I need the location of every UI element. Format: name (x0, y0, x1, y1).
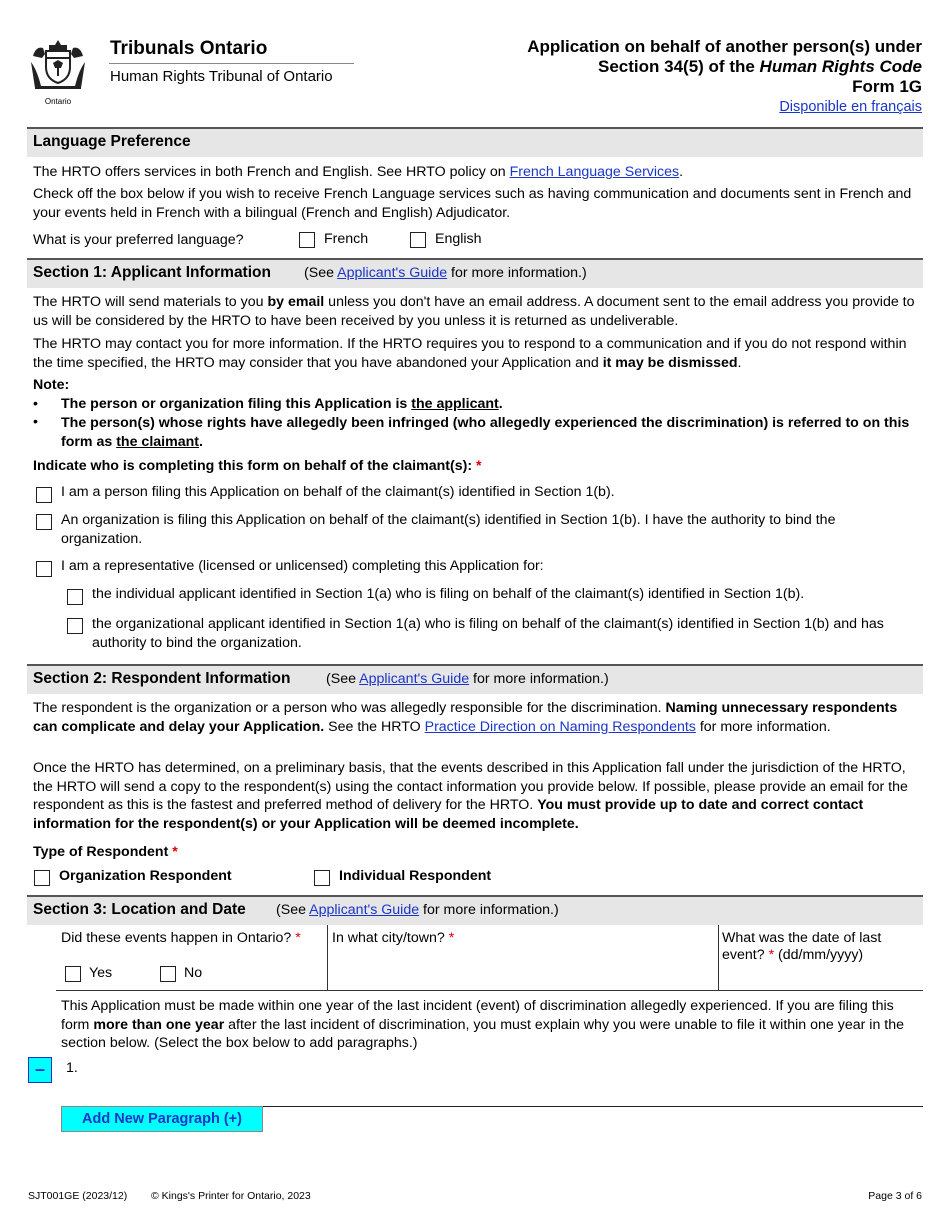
ontario-yes-checkbox[interactable] (65, 966, 81, 982)
paragraph-text-area[interactable] (84, 1056, 918, 1104)
language-section-title: Language Preference (33, 133, 191, 150)
naming-respondents-link[interactable]: Practice Direction on Naming Respondents (424, 718, 696, 735)
section1-title: Section 1: Applicant Information (33, 264, 271, 281)
footer-copyright: © Kings's Printer for Ontario, 2023 (151, 1190, 311, 1202)
language-question: What is your preferred language? (33, 232, 244, 248)
section3-guide-link[interactable]: Applicant's Guide (309, 902, 420, 918)
section2-guide-link[interactable]: Applicant's Guide (359, 671, 470, 687)
required-asterisk: * (448, 930, 455, 946)
note-bullet-1-marker: • (33, 396, 38, 412)
person-filing-checkbox[interactable] (36, 487, 52, 503)
required-asterisk: * (476, 458, 482, 474)
section3-title: Section 3: Location and Date (33, 901, 246, 918)
language-section-header (27, 127, 923, 157)
ontario-no-checkbox[interactable] (160, 966, 176, 982)
section1-header (27, 258, 923, 288)
individual-respondent-checkbox[interactable] (314, 870, 330, 886)
section1-guide-note: (See Applicant's Guide for more information.) (304, 265, 587, 281)
paragraph-number: 1. (66, 1060, 78, 1076)
footer-page-number: Page 3 of 6 (868, 1190, 922, 1202)
representative-checkbox[interactable] (36, 561, 52, 577)
language-paragraph-2: Check off the box below if you wish to receive French Language services such as having communication and documents sent in French and your events held in French with a bilingual (French and English) Adjudicator. (33, 186, 912, 221)
ontario-question: Did these events happen in Ontario? * (61, 930, 301, 946)
title-line-1: Application on behalf of another person(s) under (527, 37, 922, 56)
language-paragraph-1: The HRTO offers services in both French and English. See HRTO policy on French Language Services. (33, 164, 684, 180)
form-number: Form 1G (852, 77, 922, 96)
note-bullet-2-marker: • (33, 414, 38, 430)
organizational-applicant-checkbox[interactable] (67, 618, 83, 634)
required-asterisk: * (295, 930, 301, 946)
org-name: Tribunals Ontario (110, 38, 268, 59)
individual-respondent-label: Individual Respondent (339, 868, 492, 884)
english-checkbox[interactable] (410, 232, 426, 248)
section1-guide-link[interactable]: Applicant's Guide (337, 265, 448, 281)
note-bullet-1: The person or organization filing this Application is the applicant. (61, 396, 503, 412)
individual-applicant-label: the individual applicant identified in Section 1(a) who is filing on behalf of the claimant(s) identified in Section 1(b). (92, 586, 805, 602)
ontario-no-label: No (184, 965, 203, 981)
organization-respondent-checkbox[interactable] (34, 870, 50, 886)
french-services-link[interactable]: French Language Services (509, 164, 680, 180)
section3-paragraph: This Application must be made within one year of the last incident (event) of discrimination allegedly experienced. If you are filing this form more than one year after the last incident of discrimination, you must explain why you were unable to file it within one year in the section below. (Select the box below to add paragraphs.) (61, 998, 904, 1052)
respondent-type-label: Type of Respondent * (33, 844, 178, 860)
section1-paragraph-2: The HRTO may contact you for more information. If the HRTO requires you to respond to a communication and if you do not respond within the time specified, the HRTO may consider that you have abandoned your Application and it may be dismissed. (33, 336, 907, 371)
footer-form-code: SJT001GE (2023/12) (28, 1190, 128, 1202)
org-subtitle: Human Rights Tribunal of Ontario (110, 68, 333, 85)
note-bullet-2: The person(s) whose rights have allegedly been infringed (who allegedly experienced the discrimination) is referred to on this form as the claimant. (61, 415, 910, 450)
french-label: French (324, 231, 369, 247)
section2-title: Section 2: Respondent Information (33, 670, 291, 687)
section3-header (27, 895, 923, 925)
individual-applicant-checkbox[interactable] (67, 589, 83, 605)
section1-paragraph-1: The HRTO will send materials to you by email unless you don't have an email address. A document sent to the email address you provide to us will be considered by the HRTO to have been received by you unless it is returned as undeliverable. (33, 294, 915, 329)
required-asterisk: * (768, 946, 775, 963)
remove-paragraph-button[interactable]: – (28, 1057, 52, 1083)
note-label: Note: (33, 377, 70, 393)
add-paragraph-button[interactable]: Add New Paragraph (+) (61, 1106, 263, 1132)
table-divider-1 (327, 925, 328, 991)
date-question: What was the date of last event? * (dd/mm/yyyy) (722, 930, 882, 963)
organization-filing-label: An organization is filing this Application on behalf of the claimant(s) identified in Section 1(b). I have the authority to bind the organization. (61, 512, 836, 547)
organizational-applicant-label: the organizational applicant identified in Section 1(a) who is filing on behalf of the claimant(s) identified in Section 1(b) and has authority to bind the organization. (92, 616, 884, 651)
crest-label: Ontario (44, 97, 72, 106)
person-filing-label: I am a person filing this Application on behalf of the claimant(s) identified in Section 1(b). (61, 484, 615, 500)
section2-header (27, 664, 923, 694)
ontario-yes-label: Yes (89, 965, 113, 981)
organization-filing-checkbox[interactable] (36, 514, 52, 530)
section2-paragraph-1: The respondent is the organization or a person who was allegedly responsible for the discrimination. Naming unnecessary respondents can complicate and delay your Application. See the HRTO Practice Direction on Naming Respondents for more information. (33, 700, 898, 735)
city-input[interactable] (331, 950, 714, 988)
section2-guide-note: (See Applicant's Guide for more information.) (326, 671, 609, 687)
form-title (527, 37, 922, 97)
required-asterisk: * (172, 844, 178, 860)
title-line-2: Section 34(5) of the Human Rights Code (598, 57, 922, 76)
organization-respondent-label: Organization Respondent (59, 868, 232, 884)
indicate-label: Indicate who is completing this form on behalf of the claimant(s): * (33, 458, 482, 474)
section2-paragraph-2: Once the HRTO has determined, on a preliminary basis, that the events described in this Application fall under the jurisdiction of the HRTO, the HRTO will send a copy to the respondent(s) using the contact information you provide below. If possible, please provide an email for the respondent as this is the fastest and preferred method of delivery for the HRTO. You must provide up to date and correct contact information for the respondent(s) or your Application will be deemed incomplete. (33, 760, 908, 833)
ontario-crest (27, 36, 89, 106)
representative-label: I am a representative (licensed or unlicensed) completing this Application for: (61, 558, 544, 574)
french-checkbox[interactable] (299, 232, 315, 248)
header-rule (109, 63, 354, 64)
english-label: English (435, 231, 482, 247)
table-divider-2 (718, 925, 719, 991)
section3-guide-note: (See Applicant's Guide for more information.) (276, 902, 559, 918)
french-version-link[interactable]: Disponible en français (779, 99, 922, 115)
city-question: In what city/town? * (332, 930, 455, 946)
